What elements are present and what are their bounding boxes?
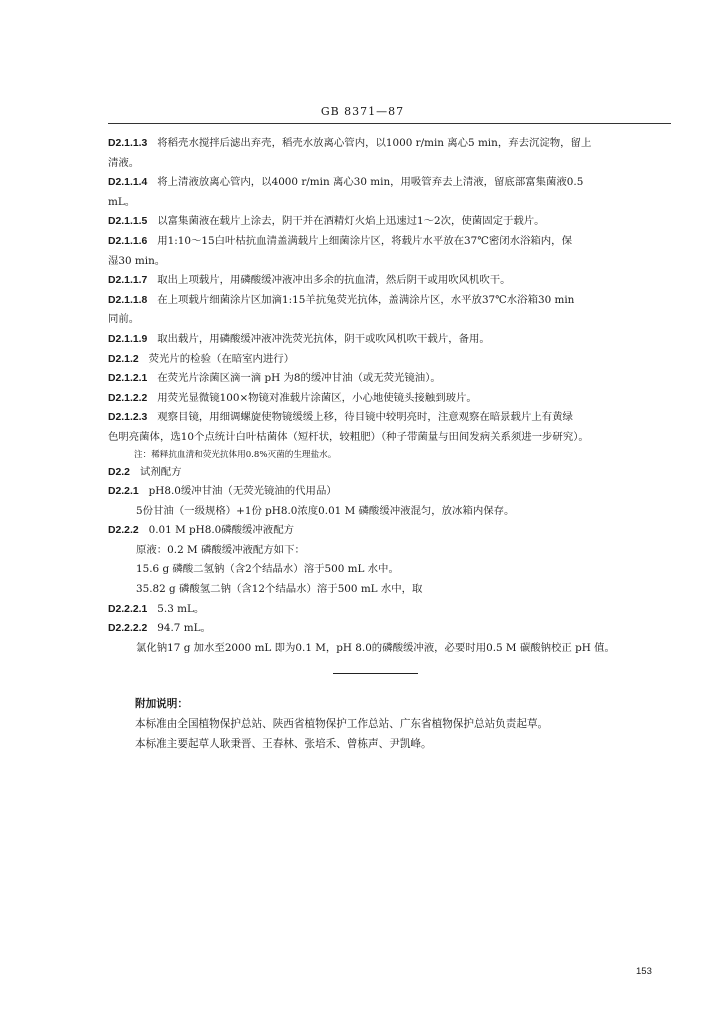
paragraph (108, 482, 674, 502)
standard-header: GB 8371—87 (320, 105, 405, 118)
clause-number: D2.1.1.9 (108, 333, 148, 345)
clause-text: pH8.0缓冲甘油（无荧光镜油的代用品） (148, 485, 337, 498)
main-content (108, 134, 674, 658)
clause-number: D2.1.1.8 (108, 294, 148, 306)
section-heading (108, 463, 674, 483)
clause-text: 0.01 M pH8.0磷酸缓冲液配方 (148, 524, 294, 537)
clause-text: 在荧光片涂菌区滴一滴 pH 为8的缓冲甘油（或无荧光镜油）。 (157, 372, 441, 385)
paragraph (108, 619, 674, 639)
clause-text: 在上项载片细菌涂片区加滴1:15羊抗兔荧光抗体，盖满涂片区，水平放37℃水浴箱30 min (157, 293, 575, 306)
appendix (135, 694, 675, 754)
paragraph (108, 521, 674, 541)
paragraph (108, 408, 674, 428)
clause-number: D2.2.2 (108, 525, 139, 537)
clause-text: 荧光片的检验（在暗室内进行） (148, 352, 295, 365)
paragraph (108, 212, 674, 232)
appendix-title: 附加说明： (135, 698, 188, 710)
clause-continuation: 湿30 min。 (108, 254, 166, 267)
indented-line: 5份甘油（一级规格）+1份 pH8.0浓度0.01 M 磷酸缓冲液混匀，放冰箱内保存。 (136, 504, 515, 517)
clause-text: 94.7 mL。 (157, 622, 211, 635)
paragraph (108, 291, 674, 311)
clause-number: D2.1.1.5 (108, 216, 148, 228)
paragraph (108, 369, 674, 389)
clause-number: D2.1.2.1 (108, 373, 148, 385)
page-number: 153 (636, 966, 652, 977)
paragraph (108, 271, 674, 291)
clause-number: D2.2.2.2 (108, 623, 148, 635)
section-number: D2.2 (108, 466, 130, 478)
clause-number: D2.2.2.1 (108, 603, 148, 615)
clause-text: 取出上项载片，用磷酸缓冲液冲出多余的抗血清，然后阴干或用吹风机吹干。 (157, 274, 511, 287)
clause-number: D2.1.2.2 (108, 392, 148, 404)
clause-continuation: 清液。 (108, 156, 140, 169)
clause-text: 以富集菌液在载片上涂去，阴干并在酒精灯火焰上迅速过1～2次，使菌固定于载片。 (157, 215, 545, 228)
paragraph (108, 330, 674, 350)
paragraph (108, 134, 674, 154)
indented-line: 35.82 g 磷酸氢二钠（含12个结晶水）溶于500 mL 水中，取 (136, 583, 423, 596)
paragraph (108, 600, 674, 620)
clause-number: D2.1.2.3 (108, 412, 148, 424)
clause-number: D2.1.1.6 (108, 235, 148, 247)
clause-text: 取出载片，用磷酸缓冲液冲洗荧光抗体，阴干或吹风机吹干载片，备用。 (157, 332, 490, 345)
clause-text: 将稻壳水搅拌后滤出弃壳，稻壳水放离心管内，以1000 r/min 离心5 min，弃去沉淀物，留上 (157, 137, 592, 149)
clause-text: 观察目镜，用细调螺旋使物镜缓缓上移，待目镜中较明亮时，注意观察在暗景载片上有黄绿 (157, 411, 573, 424)
paragraph (108, 350, 674, 370)
appendix-line: 本标准由全国植物保护总站、陕西省植物保护工作总站、广东省植物保护总站负责起草。 (135, 718, 549, 730)
clause-number: D2.1.1.4 (108, 177, 148, 189)
section-title: 试剂配方 (139, 465, 182, 478)
clause-text: 用1:10～15白叶枯抗血清盖满载片上细菌涂片区，将载片水平放在37℃密闭水浴箱内，保 (157, 234, 572, 247)
indented-line: 氯化钠17 g 加水至2000 mL 即为0.1 M，pH 8.0的磷酸缓冲液，必要时用0.5 M 碳酸钠校正 pH 值。 (136, 641, 615, 654)
appendix-line: 本标准主要起草人耿秉晋、王春林、张培禾、曾栋声、尹凯峰。 (135, 738, 432, 750)
paragraph (108, 232, 674, 252)
indented-line: 原液：0.2 M 磷酸缓冲液配方如下： (136, 543, 305, 556)
clause-continuation: 色明亮菌体，选10个点统计白叶枯菌体（短杆状，较粗肥）（种子带菌量与田间发病关系须进一步研究）。 (108, 430, 589, 443)
clause-number: D2.1.1.7 (108, 275, 148, 287)
clause-number: D2.1.1.3 (108, 138, 148, 149)
clause-text: 5.3 mL。 (157, 602, 205, 615)
note: 注：稀释抗血清和荧光抗体用0.8%灭菌的生理盐水。 (134, 449, 337, 460)
section-divider (333, 673, 418, 674)
clause-continuation: mL。 (108, 195, 136, 208)
header-rule (108, 123, 671, 124)
clause-text: 用荧光显微镜100×物镜对准载片涂菌区，小心地使镜头接触到玻片。 (157, 391, 477, 404)
clause-text: 将上清液放离心管内，以4000 r/min 离心30 min，用吸管弃去上清液，留底部富集菌液0.5 (157, 176, 584, 189)
clause-number: D2.2.1 (108, 486, 139, 498)
indented-line: 15.6 g 磷酸二氢钠（含2个结晶水）溶于500 mL 水中。 (136, 563, 399, 576)
paragraph (108, 173, 674, 193)
clause-number: D2.1.2 (108, 353, 139, 365)
paragraph (108, 389, 674, 409)
clause-continuation: 同前。 (108, 313, 140, 326)
